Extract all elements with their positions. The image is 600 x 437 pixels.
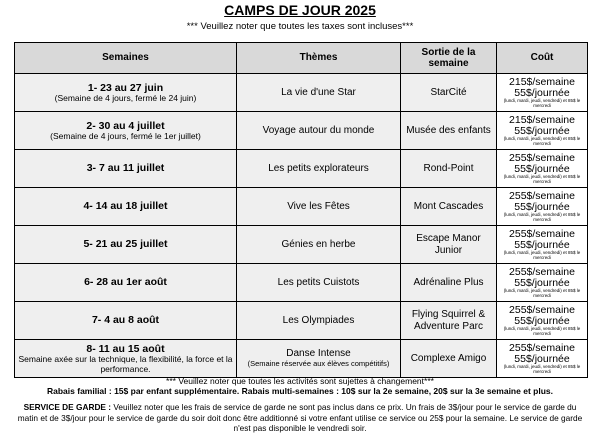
cost-cell (497, 340, 588, 378)
week-cell (15, 112, 237, 150)
outing-cell (401, 226, 497, 264)
theme-label: Les petits Cuistots (277, 276, 360, 288)
table-row (15, 340, 588, 378)
cost-cell (497, 150, 588, 188)
week-label: 1- 23 au 27 juin (87, 81, 164, 94)
table-header-row (15, 43, 588, 74)
week-label: 4- 14 au 18 juillet (83, 200, 168, 213)
theme-cell (237, 74, 401, 112)
page-title: CAMPS DE JOUR 2025 (224, 2, 376, 18)
cost-cell (497, 74, 588, 112)
price-day: 55$/journée (514, 86, 570, 99)
outing-label: Adrénaline Plus (413, 276, 484, 288)
theme-cell (237, 112, 401, 150)
price-note: (lundi, mardi, jeudi, vendredi) et 85$ le mercredi (503, 173, 581, 184)
outing-cell (401, 150, 497, 188)
price-day: 55$/journée (514, 124, 570, 137)
price-week: 255$/semaine (509, 151, 575, 164)
price-day: 55$/journée (514, 162, 570, 175)
price-day: 55$/journée (514, 200, 570, 213)
daycare-label: SERVICE DE GARDE : (23, 402, 112, 412)
outing-label: Mont Cascades (413, 200, 484, 212)
price-week: 255$/semaine (509, 303, 575, 316)
price-note: (lundi, mardi, jeudi, vendredi) et 85$ le mercredi (503, 363, 581, 374)
theme-label: Les Olympiades (282, 314, 355, 326)
outing-cell (401, 340, 497, 378)
table-row (15, 264, 588, 302)
header-cost: Coût (497, 43, 588, 74)
theme-label: Les petits explorateurs (268, 162, 369, 174)
week-label: 3- 7 au 11 juillet (86, 162, 165, 175)
taxes-note: *** Veuillez noter que toutes les taxes sont incluses*** (186, 21, 414, 32)
price-note: (lundi, mardi, jeudi, vendredi) et 85$ le mercredi (503, 287, 581, 298)
price-week: 255$/semaine (509, 341, 575, 354)
header-outing: Sortie de la semaine (401, 43, 497, 74)
outing-label: Musée des enfants (406, 124, 491, 136)
table-row (15, 74, 588, 112)
outing-cell (401, 74, 497, 112)
price-day: 55$/journée (514, 314, 570, 327)
week-note: Semaine axée sur la technique, la flexibilité, la force et la performance. (18, 353, 233, 374)
table-row (15, 302, 588, 340)
outing-label: Complexe Amigo (410, 352, 487, 364)
price-note: (lundi, mardi, jeudi, vendredi) et 85$ le mercredi (503, 325, 581, 336)
theme-cell (237, 188, 401, 226)
outing-label: StarCité (430, 86, 467, 98)
theme-label: Voyage autour du monde (262, 124, 375, 136)
cost-cell (497, 112, 588, 150)
theme-label: Génies en herbe (281, 238, 356, 250)
price-day: 55$/journée (514, 276, 570, 289)
week-cell (15, 188, 237, 226)
week-cell (15, 302, 237, 340)
cost-cell (497, 264, 588, 302)
week-cell (15, 264, 237, 302)
price-note: (lundi, mardi, jeudi, vendredi) et 85$ le mercredi (503, 135, 581, 146)
week-label: 7- 4 au 8 août (91, 314, 160, 327)
price-week: 215$/semaine (509, 75, 575, 88)
price-note: (lundi, mardi, jeudi, vendredi) et 85$ le mercredi (503, 249, 581, 260)
header-weeks: Semaines (15, 43, 237, 74)
table-row (15, 188, 588, 226)
daycare-note (16, 402, 584, 434)
outing-cell (401, 302, 497, 340)
price-week: 255$/semaine (509, 265, 575, 278)
camps-table (14, 42, 588, 378)
theme-cell (237, 340, 401, 378)
header-themes: Thèmes (237, 43, 401, 74)
week-cell (15, 340, 237, 378)
price-week: 255$/semaine (509, 189, 575, 202)
activities-change-note: *** Veuillez noter que toutes les activités sont sujettes à changement*** (166, 376, 434, 386)
theme-note: (Semaine réservée aux élèves compétitifs) (247, 358, 390, 368)
table-row (15, 150, 588, 188)
price-week: 215$/semaine (509, 113, 575, 126)
outing-label: Flying Squirrel & Adventure Parc (411, 309, 486, 332)
table-row (15, 112, 588, 150)
outing-cell (401, 112, 497, 150)
week-label: 5- 21 au 25 juillet (83, 238, 168, 251)
camps-table-body (15, 74, 588, 378)
theme-cell (237, 226, 401, 264)
outing-cell (401, 188, 497, 226)
outing-label: Escape Manor Junior (416, 233, 481, 256)
daycare-text: Veuillez noter que les frais de service de garde ne sont pas inclus dans ce prix. Un frais de 3$/jour pour le service de garde du matin et de 3$/jour pour le service de garde du soir doit donc être additionné si votre enfant utilise ce service ou 25$ pour la semaine. Le service de garde n'est pas disponible le vendredi soir. (17, 402, 583, 434)
price-note: (lundi, mardi, jeudi, vendredi) et 85$ le mercredi (503, 97, 581, 108)
theme-label: Danse Intense (286, 348, 351, 360)
week-cell (15, 74, 237, 112)
theme-cell (237, 264, 401, 302)
week-label: 8- 11 au 15 août (86, 342, 165, 355)
theme-cell (237, 302, 401, 340)
week-note: (Semaine de 4 jours, fermé le 24 juin) (54, 92, 197, 103)
theme-cell (237, 150, 401, 188)
cost-cell (497, 226, 588, 264)
price-day: 55$/journée (514, 352, 570, 365)
week-cell (15, 226, 237, 264)
cost-cell (497, 188, 588, 226)
price-note: (lundi, mardi, jeudi, vendredi) et 85$ le mercredi (503, 211, 581, 222)
week-label: 2- 30 au 4 juillet (86, 119, 165, 132)
week-note: (Semaine de 4 jours, fermé le 1er juillet) (50, 130, 201, 141)
outing-cell (401, 264, 497, 302)
table-row (15, 226, 588, 264)
week-cell (15, 150, 237, 188)
week-label: 6- 28 au 1er août (84, 276, 167, 289)
price-week: 255$/semaine (509, 227, 575, 240)
discounts-note: Rabais familial : 15$ par enfant supplémentaire. Rabais multi-semaines : 10$ sur la 2e semaine, 20$ sur la 3e semaine et plus. (47, 386, 553, 396)
outing-label: Rond-Point (423, 162, 474, 174)
cost-cell (497, 302, 588, 340)
theme-label: La vie d'une Star (281, 86, 356, 98)
theme-label: Vive les Fêtes (287, 200, 350, 212)
price-day: 55$/journée (514, 238, 570, 251)
